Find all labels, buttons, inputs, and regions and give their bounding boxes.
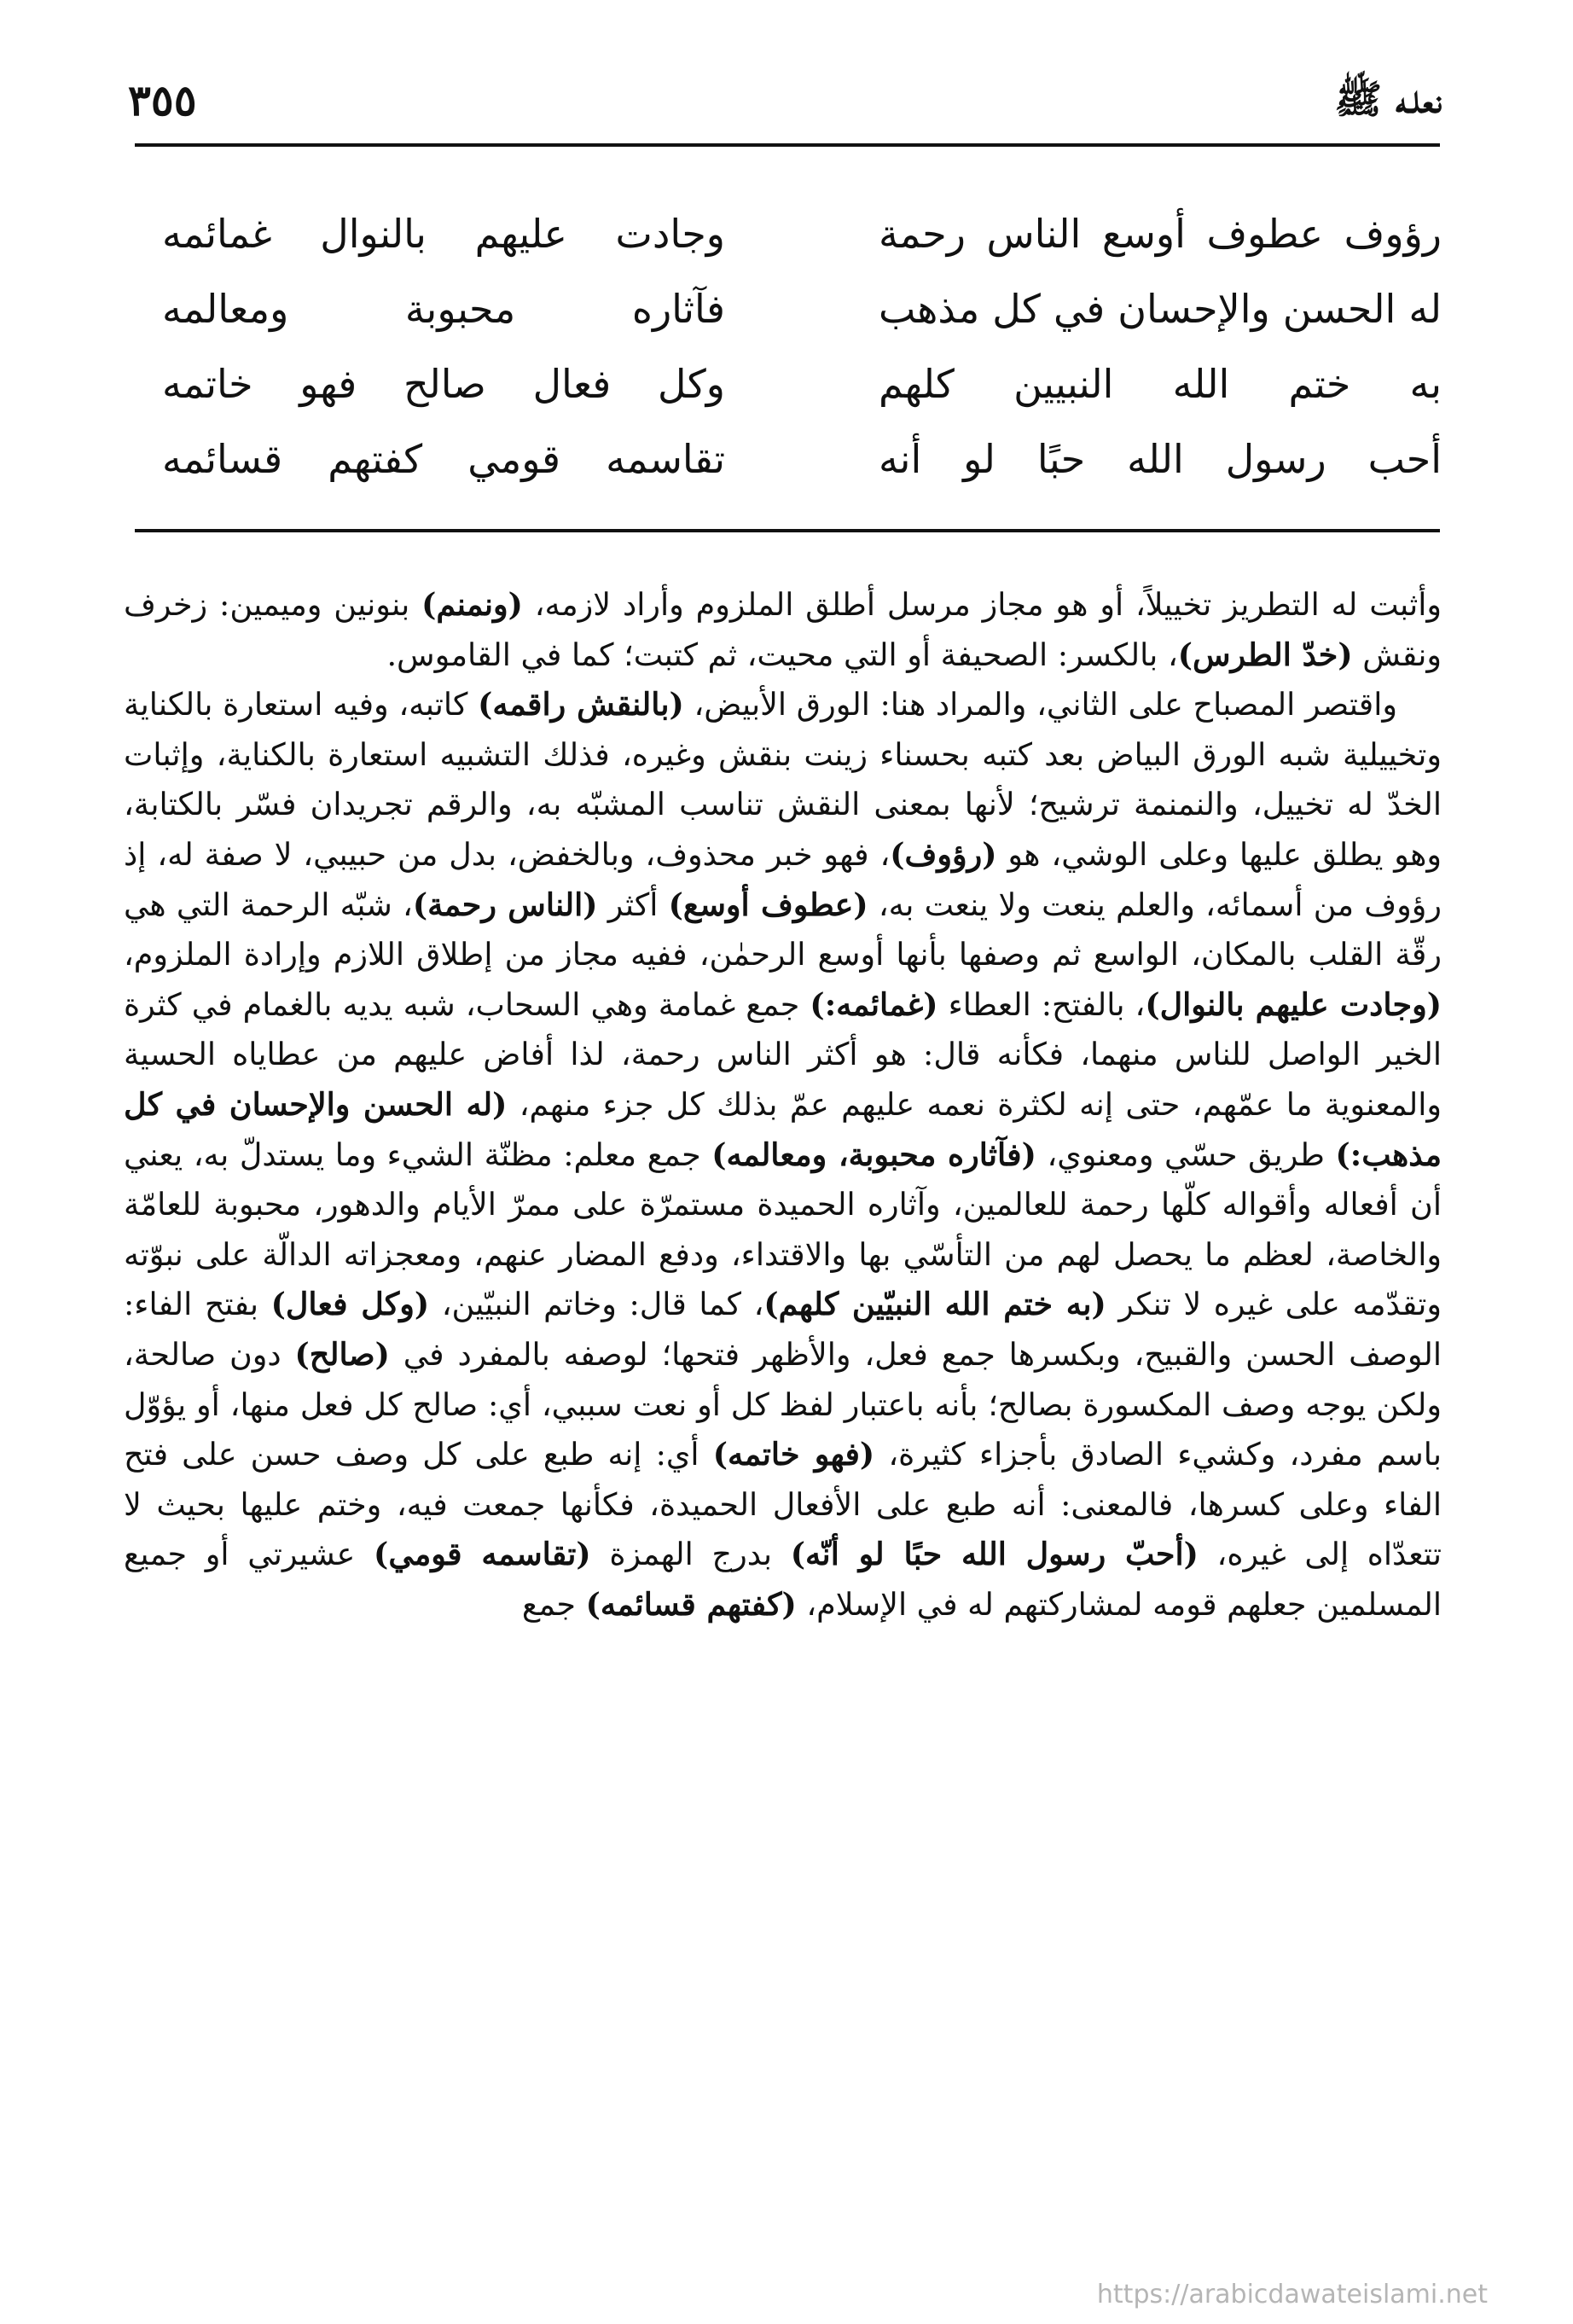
commentary-text <box>124 580 1442 1630</box>
commentary-paragraph: واقتصر المصباح على الثاني، والمراد هنا: الورق الأبيض، (بالنقش راقمه) كاتبه، وفيه استعارة بالكناية وتخييلية شبه الورق البياض بعد كتبه بحسناء زينت بنقش وغيره، فذلك التشبيه استعارة بالكناية، وإثبات الخدّ له تخييل، والنمنمة ترشيح؛ لأنها بمعنى النقش تناسب المشبّه به، والرقم تجريدان فسّر بالكتابة، وهو يطلق عليها وعلى الوشي، هو (رؤوف)، فهو خبر محذوف، وبالخفض، بدل من حبيبي، لا صفة له، إذ رؤوف من أسمائه، والعلم ينعت ولا ينعت به، (عطوف أوسع) أكثر (الناس رحمة)، شبّه الرحمة التي هي رقّة القلب بالمكان، الواسع ثم وصفها بأنها أوسع الرحمٰن، ففيه مجاز من إطلاق اللازم وإرادة الملزوم، (وجادت عليهم بالنوال)، بالفتح: العطاء (غمائمه:) جمع غمامة وهي السحاب، شبه يديه بالغمام في كثرة الخير الواصل للناس منهما، فكأنه قال: هو أكثر الناس رحمة، لذا أفاض عليهم من عطاياه الحسية والمعنوية ما عمّهم، حتى إنه لكثرة نعمه عليهم عمّ بذلك كل جزء منهم، (له الحسن والإحسان في كل مذهب:) طريق حسّي ومعنوي، (فآثاره محبوبة، ومعالمه) جمع معلم: مظنّة الشيء وما يستدلّ به، يعني أن أفعاله وأقواله كلّها رحمة للعالمين، وآثاره الحميدة مستمرّة على ممرّ الأيام والدهور، محبوبة للعامّة والخاصة، لعظم ما يحصل لهم من التأسّي بها والاقتداء، ودفع المضار عنهم، ومعجزاته الدالّة على نبوّته وتقدّمه على غيره لا تنكر (به ختم الله النبيّين كلهم)، كما قال: وخاتم النبيّين، (وكل فعال) بفتح الفاء: الوصف الحسن والقبيح، وبكسرها جمع فعل، والأظهر فتحها؛ لوصفه بالمفرد في (صالح) دون صالحة، ولكن يوجه وصف المكسورة بصالح؛ بأنه باعتبار لفظ كل أو نعت سببي، أي: صالح كل فعل منها، أو يؤوّل باسم مفرد، وكشيء الصادق بأجزاء كثيرة، (فهو خاتمه) أي: إنه طبع على كل وصف حسن على فتح الفاء وعلى كسرها، فالمعنى: أنه طبع على الأفعال الحميدة، فكأنها جمعت فيه، وختم عليها بحيث لا تتعدّاه إلى غيره، (أحبّ رسول الله حبًا لو أنّه) بدرج الهمزة (تقاسمه قومي) عشيرتي أو جميع المسلمين جعلهم قومه لمشاركتهم له في الإسلام، (كفتهم قسائمه) جمع <box>124 686 1442 1623</box>
verse <box>162 421 1442 497</box>
running-title: نعلـه ﷺ <box>1334 76 1442 122</box>
quoted-lemma: (صالح) <box>294 1335 390 1373</box>
header-rule <box>135 143 1440 147</box>
verse <box>162 346 1442 421</box>
verse-second-hemistich: تقاسمه قومي كفتهم قسائمه <box>162 436 725 482</box>
verse-first-hemistich: رؤوف عطوف أوسع الناس رحمة <box>879 211 1442 257</box>
quoted-lemma: (عطوف أوسع) <box>668 886 868 923</box>
poem-block <box>162 196 1442 497</box>
page-header <box>128 75 1442 135</box>
quoted-lemma: (وكل فعال) <box>270 1286 430 1323</box>
verse-first-hemistich: له الحسن والإحسان في كل مذهب <box>879 286 1442 332</box>
quoted-lemma: (تقاسمه قومي) <box>374 1536 591 1573</box>
quoted-lemma: (به ختم الله النبيّين كلهم) <box>763 1286 1106 1323</box>
verse-first-hemistich: أحب رسول الله حبًا لو أنه <box>879 436 1442 482</box>
quoted-lemma: (ونمنم) <box>421 586 523 623</box>
verse-second-hemistich: وكل فعال صالح فهو خاتمه <box>162 361 725 407</box>
verse-first-hemistich: به ختم الله النبيين كلهم <box>879 361 1442 407</box>
page-number: ٣٥٥ <box>128 75 197 125</box>
quoted-lemma: (رؤوف) <box>890 835 997 873</box>
quoted-lemma: (فآثاره محبوبة، ومعالمه) <box>711 1136 1036 1173</box>
quoted-lemma: (الناس رحمة) <box>412 886 598 923</box>
quoted-lemma: (غمائمه:) <box>810 985 938 1023</box>
verse <box>162 271 1442 346</box>
quoted-lemma: (فهو خاتمه) <box>712 1436 875 1473</box>
quoted-lemma: (كفتهم قسائمه) <box>585 1585 797 1623</box>
commentary-paragraph: وأثبت له التطريز تخييلاً، أو هو مجاز مرسل أطلق الملزوم وأراد لازمه، (ونمنم) بنونين وميمين: زخرف ونقش (خدّ الطرس)، بالكسر: الصحيفة أو التي محيت، ثم كتبت؛ كما في القاموس. <box>124 586 1442 673</box>
quoted-lemma: (أحبّ رسول الله حبًا لو أنّه) <box>790 1536 1199 1573</box>
quoted-lemma: (وجادت عليهم بالنوال) <box>1145 985 1442 1023</box>
verse-second-hemistich: فآثاره محبوبة ومعالمه <box>162 286 725 332</box>
watermark-url: https://arabicdawateislami.net <box>1096 2280 1488 2309</box>
quoted-lemma: (خدّ الطرس) <box>1177 636 1353 673</box>
quoted-lemma: (بالنقش راقمه) <box>478 686 684 723</box>
verse-second-hemistich: وجادت عليهم بالنوال غمائمه <box>162 211 725 257</box>
verse <box>162 196 1442 271</box>
poem-separator-rule <box>135 529 1440 532</box>
quoted-lemma: (له الحسن والإحسان في كل مذهب:) <box>124 1085 1442 1173</box>
